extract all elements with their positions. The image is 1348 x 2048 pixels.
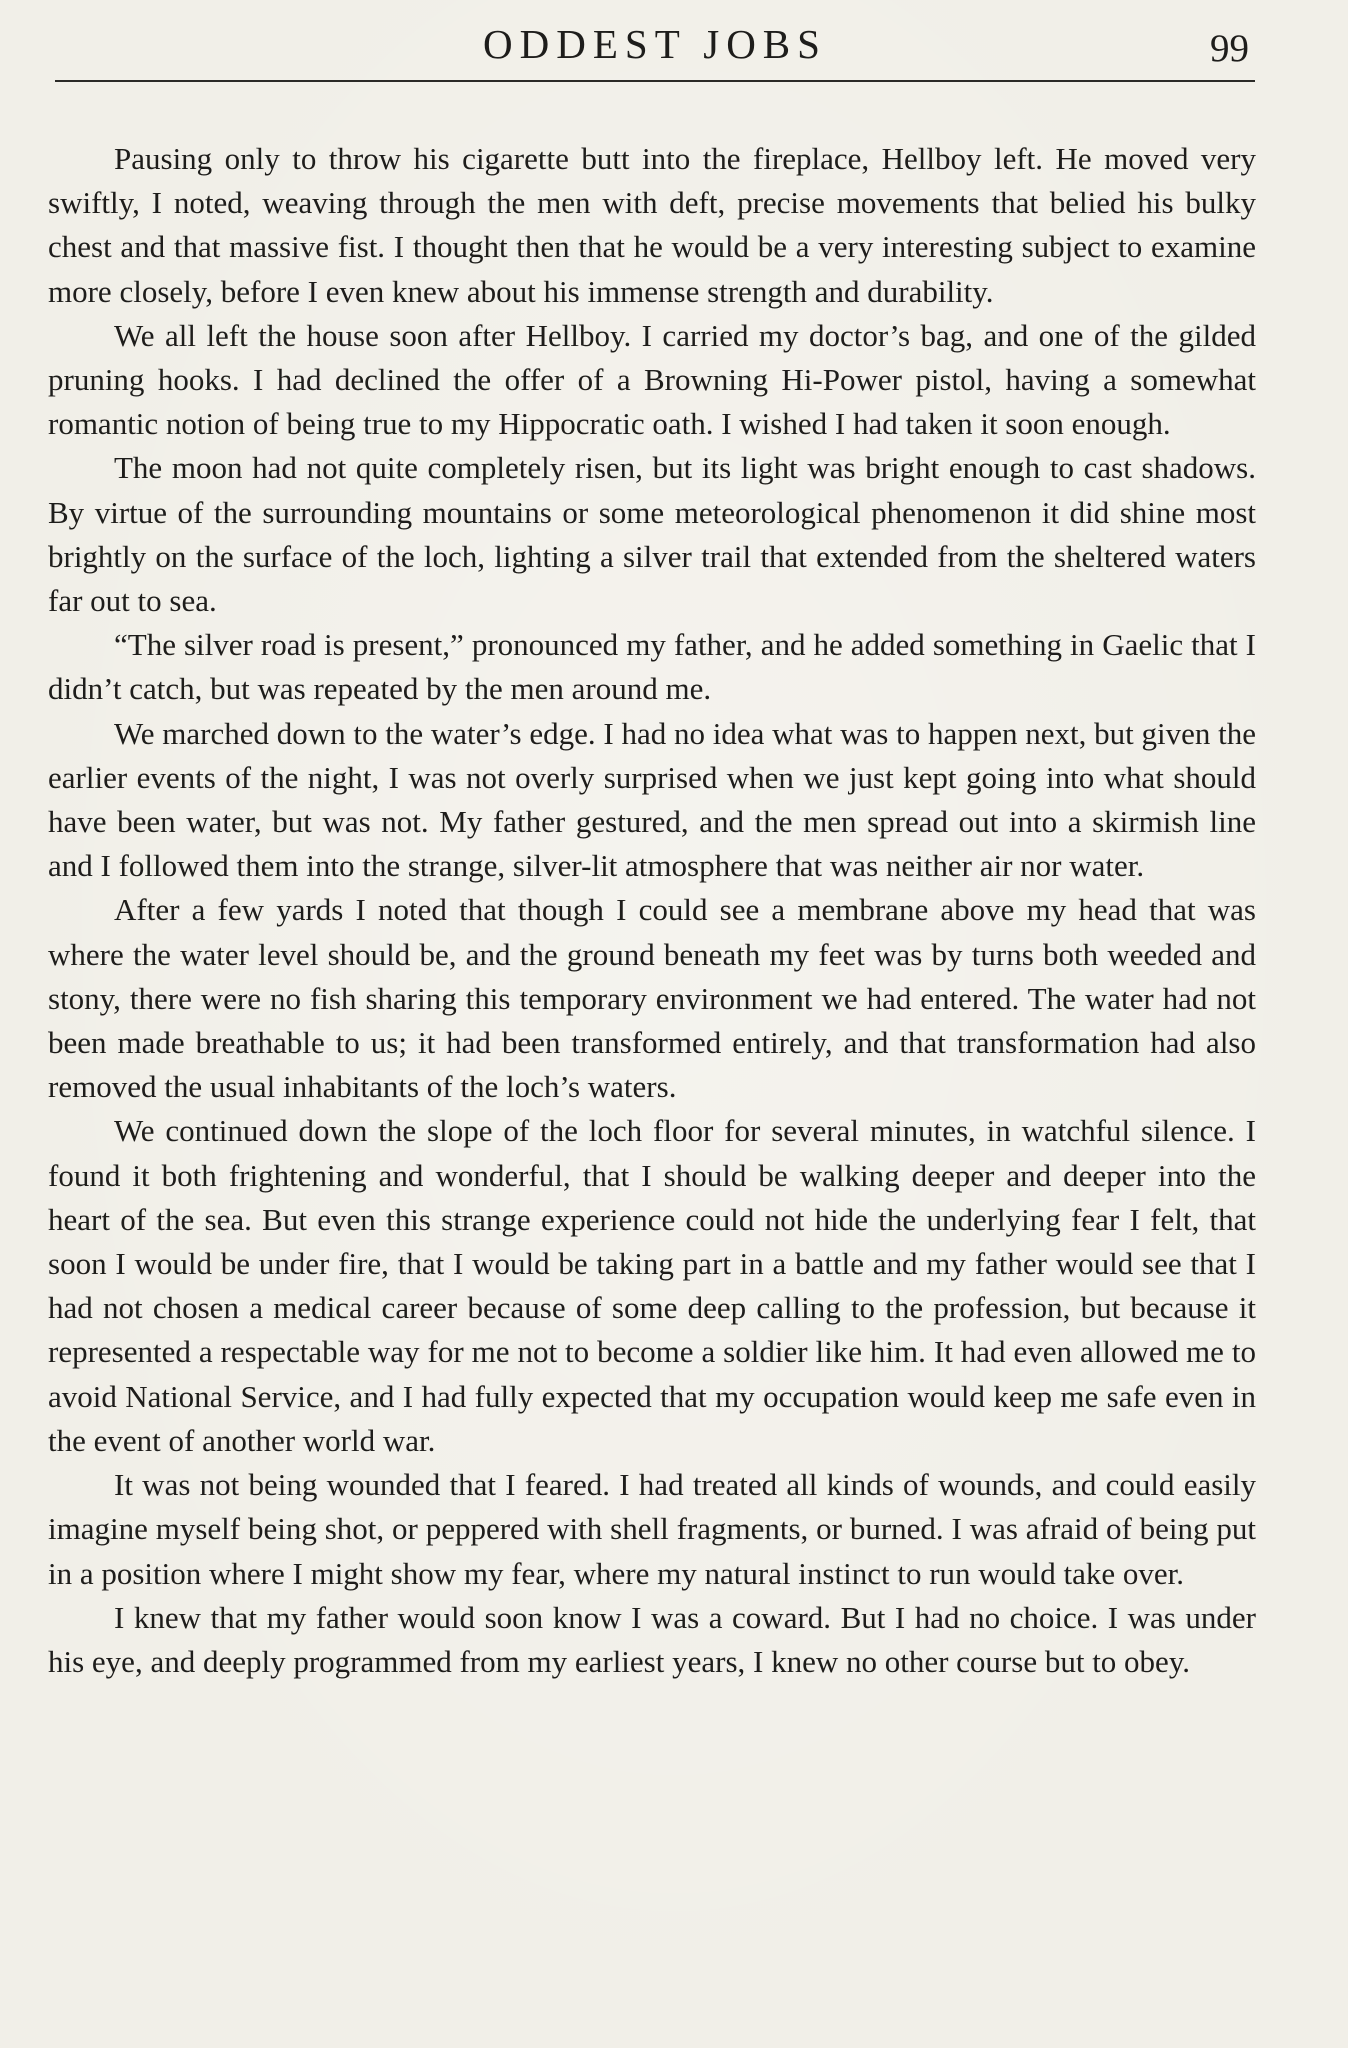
paragraph-3: The moon had not quite completely risen, but its light was bright enough to cast shadows. By virtue of the surrounding mountains or some meteorological phenomenon it did shine most brightly on the surface of the loch, lighting a silver trail that extended from the sheltered waters far out to sea. — [48, 450, 1256, 619]
paragraph-7: We continued down the slope of the loch floor for several minutes, in watchful silence. I found it both frightening and wonderful, that I should be walking deeper and deeper into the heart of the sea. But even this strange experience could not hide the underlying fear I felt, that soon I would be under fire, that I would be taking part in a battle and my father would see that I had not chosen a medical career because of some deep calling to the profession, but because it represented a respectable way for me not to become a soldier like him. It had even allowed me to avoid National Service, and I had fully expected that my occupation would keep me safe even in the event of another world war. — [48, 1113, 1256, 1458]
running-title: ODDEST JOBS — [483, 21, 827, 67]
paragraph-9: I knew that my father would soon know I was a coward. But I had no choice. I was under his eye, and deeply programmed from my earliest years, I knew no other course but to obey. — [48, 1599, 1256, 1679]
body-text — [48, 137, 1256, 1684]
paragraph-5: We marched down to the water’s edge. I had no idea what was to happen next, but given the earlier events of the night, I was not overly surprised when we just kept going into what should have been water, but was not. My father gestured, and the men spread out into a skirmish line and I followed them into the strange, silver-lit atmosphere that was neither air nor water. — [48, 715, 1256, 884]
paragraph-6: After a few yards I noted that though I could see a membrane above my head that was where the water level should be, and the ground beneath my feet was by turns both weeded and stony, there were no fish sharing this temporary environment we had entered. The water had not been made breathable to us; it had been transformed entirely, and that transformation had also removed the usual inhabitants of the loch’s waters. — [48, 892, 1256, 1105]
paragraph-2: We all left the house soon after Hellboy. I carried my doctor’s bag, and one of the gilded pruning hooks. I had declined the offer of a Browning Hi-Power pistol, having a somewhat romantic notion of being true to my Hippocratic oath. I wished I had taken it soon enough. — [48, 317, 1256, 442]
paragraph-8: It was not being wounded that I feared. I had treated all kinds of wounds, and could easily imagine myself being shot, or peppered with shell fragments, or burned. I was afraid of being put in a position where I might show my fear, where my natural instinct to run would take over. — [48, 1467, 1256, 1591]
paragraph-1: Pausing only to throw his cigarette butt into the fireplace, Hellboy left. He moved very swiftly, I noted, weaving through the men with deft, precise movements that belied his bulky chest and that massive fist. I thought then that he would be a very interesting subject to examine more closely, before I even knew about his immense strength and durability. — [48, 141, 1256, 309]
running-head — [55, 18, 1255, 82]
page-number: 99 — [1210, 27, 1249, 70]
paragraph-4: “The silver road is present,” pronounced my father, and he added something in Gaelic that I didn’t catch, but was repeated by the men around me. — [48, 627, 1256, 707]
